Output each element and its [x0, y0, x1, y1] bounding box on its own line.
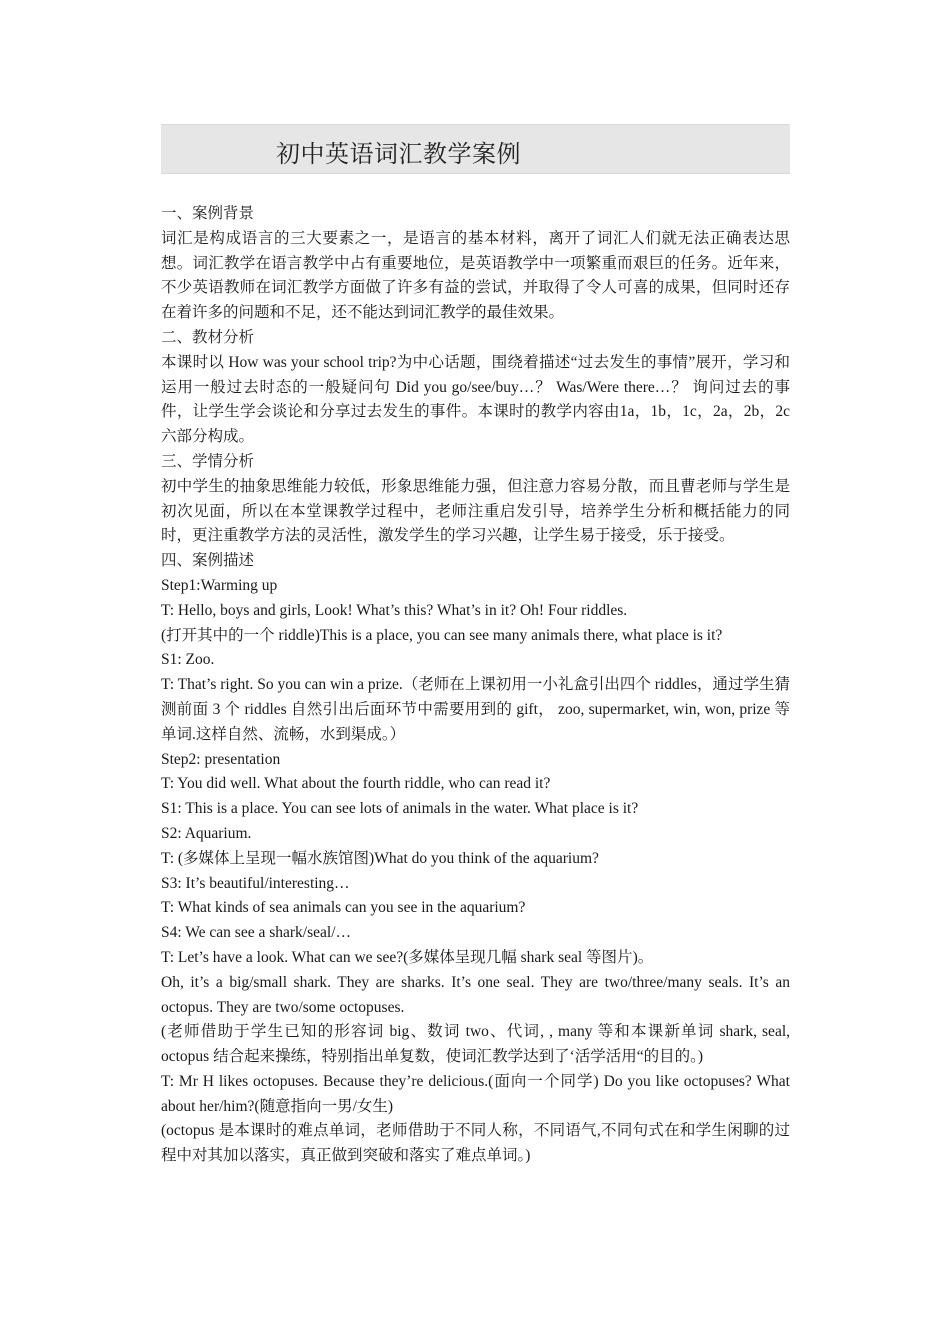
section-heading: 四、案例描述	[161, 552, 255, 570]
dialogue-line: T: You did well. What about the fourth riddle, who can read it?	[161, 775, 551, 793]
section-heading: 二、教材分析	[161, 328, 255, 346]
dialogue-line: S3: It’s beautiful/interesting…	[161, 874, 350, 892]
document-title: 初中英语词汇教学案例	[276, 142, 521, 168]
dialogue-paragraph: T: Mr H likes octopuses. Because they’re delicious.(面向一个同学) Do you like octopuses? What about her/him?(随意指向一男/女生)	[161, 1072, 790, 1115]
dialogue-line: T: Let’s have a look. What can we see?(多媒体呈现几幅 shark seal 等图片)。	[161, 948, 654, 966]
dialogue-line: S4: We can see a shark/seal/…	[161, 924, 352, 942]
dialogue-line: S1: Zoo.	[161, 651, 215, 669]
section-heading: 一、案例背景	[161, 205, 255, 222]
dialogue-line: Step2: presentation	[161, 750, 281, 768]
dialogue-line: T: (多媒体上呈现一幅水族馆图)What do you think of the aquarium?	[161, 849, 599, 867]
dialogue-paragraph: (老师借助于学生已知的形容词 big、数词 two、代词, , many 等和本课新单词 shark, seal, octopus 结合起来操练，特别指出单复数，使词汇教学达到了‘活学活用“的目的。)	[161, 1023, 790, 1066]
dialogue-paragraph: Oh, it’s a big/small shark. They are sharks. It’s one seal. They are two/three/many seals. It’s an octopus. They are two/some octopuses.	[161, 973, 790, 1016]
dialogue-line: T: What kinds of sea animals can you see in the aquarium?	[161, 899, 526, 917]
body-paragraph: 词汇是构成语言的三大要素之一，是语言的基本材料，离开了词汇人们就无法正确表达思想。词汇教学在语言教学中占有重要地位，是英语教学中一项繁重而艰巨的任务。近年来，不少英语教师在词汇教学方面做了许多有益的尝试，并取得了令人可喜的成果，但同时还存在着许多的问题和不足，还不能达到词汇教学的最佳效果。	[161, 229, 790, 322]
document-body	[161, 202, 790, 1169]
document-page	[161, 124, 790, 1169]
dialogue-line: T: Hello, boys and girls, Look! What’s this? What’s in it? Oh! Four riddles.	[161, 601, 628, 619]
dialogue-line: S2: Aquarium.	[161, 824, 252, 842]
body-paragraph: 本课时以 How was your school trip?为中心话题，围绕着描述“过去发生的事情”展开，学习和运用一般过去时态的一般疑问句 Did you go/see/buy…？ Was/Were there…？ 询问过去的事件，让学生学会谈论和分享过去发生的事件。本课时的教学内容由1a，1b，1c，2a，2b，2c 六部分构成。	[161, 353, 790, 446]
body-paragraph: 初中学生的抽象思维能力较低，形象思维能力强，但注意力容易分散，而且曹老师与学生是初次见面，所以在本堂课教学过程中，老师注重启发引导，培养学生分析和概括能力的同时，更注重教学方法的灵活性，激发学生的学习兴趣，让学生易于接受，乐于接受。	[161, 477, 790, 545]
dialogue-paragraph: (octopus 是本课时的难点单词，老师借助于不同人称，不同语气,不同句式在和学生闲聊的过程中对其加以落实，真正做到突破和落实了难点单词。)	[161, 1122, 790, 1165]
dialogue-line: Step1:Warming up	[161, 576, 278, 594]
section-heading: 三、学情分析	[161, 452, 255, 470]
dialogue-line: S1: This is a place. You can see lots of animals in the water. What place is it?	[161, 800, 639, 818]
dialogue-line: (打开其中的一个 riddle)This is a place, you can see many animals there, what place is it?	[161, 626, 723, 644]
dialogue-paragraph: T: That’s right. So you can win a prize.（老师在上课初用一小礼盒引出四个 riddles，通过学生猜测前面 3 个 riddles 自然引出后面环节中需要用到的 gift， zoo, supermarket, win, won, prize 等单词.这样自然、流畅，水到渠成。）	[161, 676, 790, 743]
title-banner	[161, 124, 790, 174]
